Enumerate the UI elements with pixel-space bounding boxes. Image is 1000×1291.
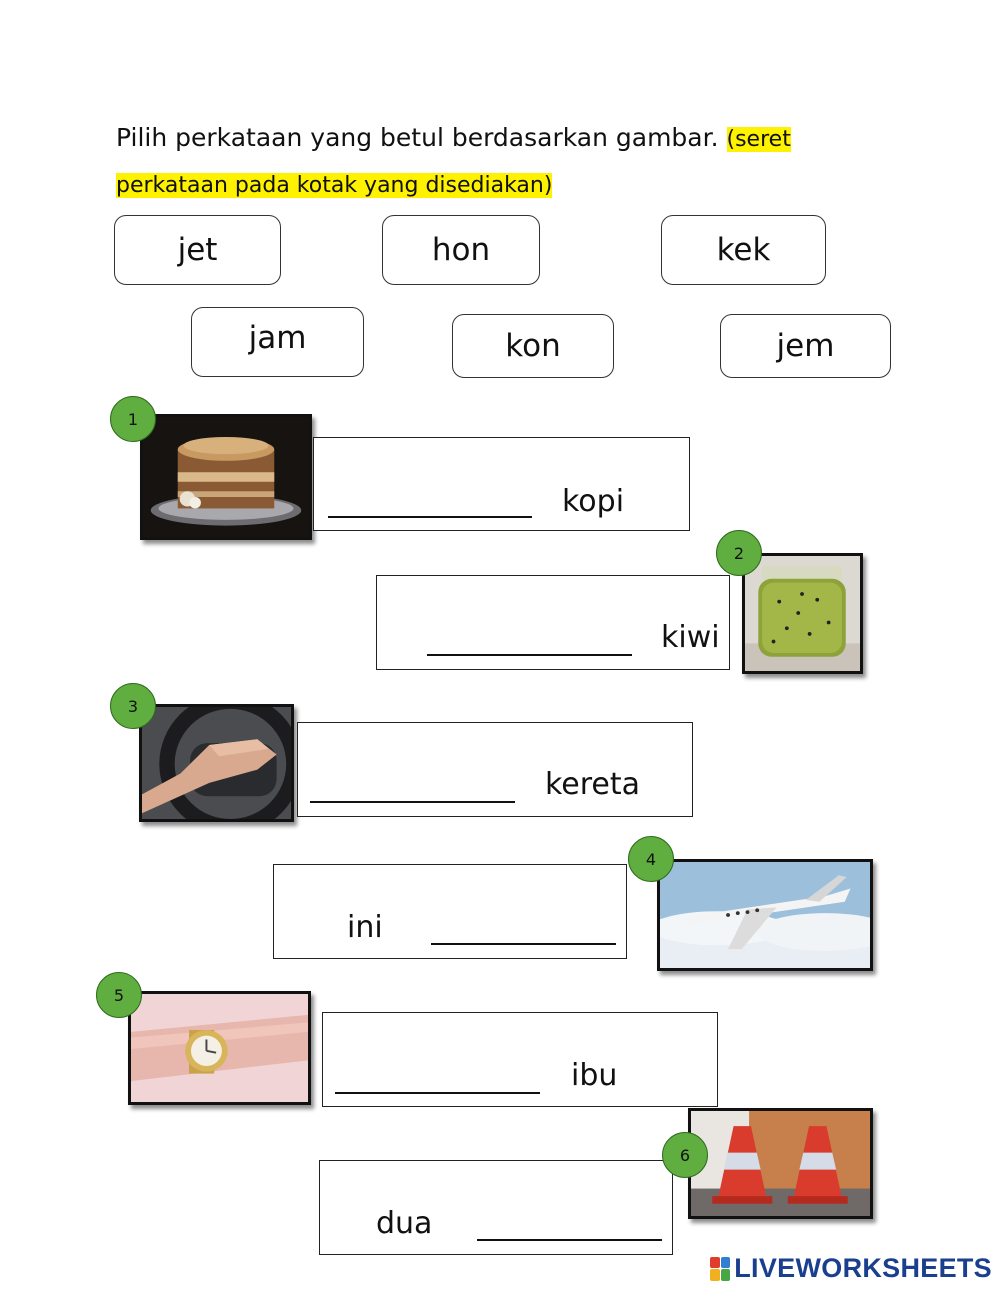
steering-wheel-horn-photo — [139, 704, 294, 822]
sentence-box-6 — [319, 1160, 673, 1255]
question-number-badge-5: 5 — [96, 972, 142, 1018]
sentence-box-3 — [297, 722, 693, 817]
sentence-box-1 — [313, 437, 690, 531]
answer-blank-6[interactable] — [477, 1239, 662, 1241]
wristwatch-photo — [128, 991, 311, 1105]
question-number-badge-6: 6 — [662, 1132, 708, 1178]
sentence-box-2 — [376, 575, 730, 670]
word-card-jam[interactable]: jam — [191, 307, 364, 377]
question-number-badge-2: 2 — [716, 530, 762, 576]
kiwi-jam-jar-photo — [742, 553, 863, 674]
cake-photo — [140, 414, 312, 540]
word-card-kek[interactable]: kek — [661, 215, 826, 285]
sentence-word-1: kopi — [562, 484, 625, 519]
answer-blank-5[interactable] — [335, 1092, 540, 1094]
liveworksheets-logo-icon — [710, 1257, 730, 1281]
sentence-word-4: ini — [347, 910, 383, 945]
sentence-word-2: kiwi — [661, 620, 720, 655]
sentence-box-5 — [322, 1012, 718, 1107]
answer-blank-4[interactable] — [431, 943, 616, 945]
instruction — [116, 116, 876, 208]
word-card-jem[interactable]: jem — [720, 314, 891, 378]
word-card-jet[interactable]: jet — [114, 215, 281, 285]
sentence-word-5: ibu — [571, 1058, 618, 1093]
liveworksheets-logo-text: LIVEWORKSHEETS — [734, 1253, 992, 1283]
question-number-badge-4: 4 — [628, 836, 674, 882]
liveworksheets-logo — [710, 1253, 992, 1284]
jet-plane-photo — [657, 859, 873, 971]
sentence-box-4 — [273, 864, 627, 959]
sentence-word-3: kereta — [545, 767, 641, 802]
word-card-hon[interactable]: hon — [382, 215, 540, 285]
instruction-highlight: (seret perkataan pada kotak yang disediakan) — [116, 127, 791, 198]
sentence-word-6: dua — [376, 1206, 433, 1241]
traffic-cones-photo — [688, 1108, 873, 1219]
answer-blank-2[interactable] — [427, 654, 632, 656]
answer-blank-3[interactable] — [310, 801, 515, 803]
word-card-kon[interactable]: kon — [452, 314, 614, 378]
question-number-badge-1: 1 — [110, 396, 156, 442]
question-number-badge-3: 3 — [110, 683, 156, 729]
answer-blank-1[interactable] — [328, 516, 532, 518]
instruction-text: Pilih perkataan yang betul berdasarkan gambar. — [116, 123, 719, 152]
